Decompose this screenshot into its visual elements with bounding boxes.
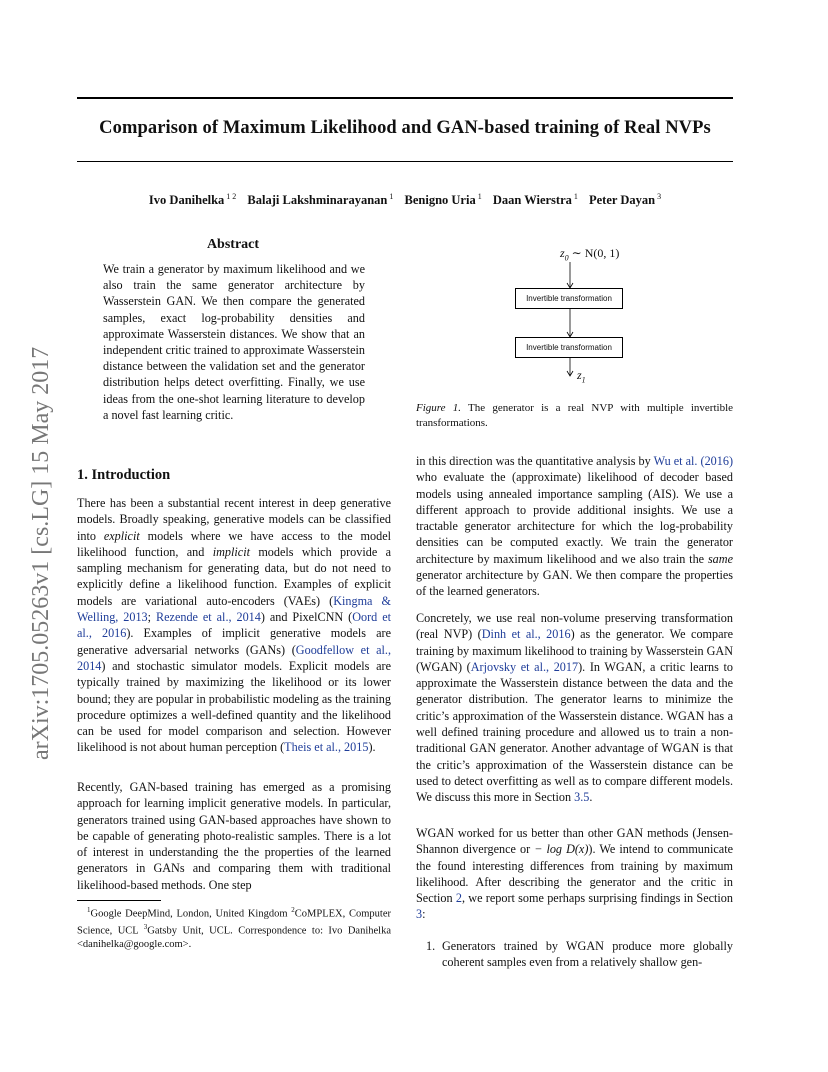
figure-box-transformation-2: Invertible transformation [515, 337, 623, 358]
list-item-number: 1. [426, 939, 436, 953]
citation-link[interactable]: Dinh et al., 2016 [481, 627, 571, 642]
section-heading-introduction: 1. Introduction [77, 467, 171, 483]
author-5: Peter Dayan $^3$ [589, 192, 662, 208]
intro-paragraph-right-1: in this direction was the quantitative analysis by Wu et al. (2016) who evaluate the (approximate) likelihood of decoder based models using annealed importance sampling (AIS). We use a different approach to provide additional insights. We use a tractable generator architecture for which the log-probability densities can be computed exactly. We train the generator architecture by maximum likelihood and we also train the same generator architecture by GAN. We then compare the properties of the learned generators. [416, 454, 734, 599]
list-item [416, 938, 733, 971]
citation-link[interactable]: Wu et al. (2016) [653, 454, 734, 468]
figure-caption: Figure 1. The generator is a real NVP with multiple invertible transformations. [416, 402, 734, 429]
citation-link[interactable]: Arjovsky et al., 2017 [470, 659, 579, 674]
citation-link[interactable]: Kingma & Welling, 2013 [77, 593, 391, 625]
intro-paragraph-right-2: Concretely, we use real non-volume preserving transformation (real NVP) (Dinh et al., 2016) as the generator. We compare training by maximum likelihood to training by Wasserstein GAN (WGAN) (Arjovsky et al., 2017). In WGAN, a critic learns to approximate the Wasserstein distance between the data and the generator distribution. The generator learns to minimize the critic’s approximation of the Wasserstein distance. WGAN has a well defined training procedure and allowed us to train a non-traditional GAN generator. Another advantage of WGAN is that the critic’s approximation of the Wasserstein distance can be used to detect overfitting as well as to compare different models. We discuss this more in Section 3.5. [416, 611, 734, 805]
citation-link[interactable]: Goodfellow et al., 2014 [77, 642, 391, 673]
figure-arrows [560, 258, 580, 378]
figure-latent-z1: $z_1$ [577, 368, 586, 385]
section-ref-link[interactable]: 2 [455, 891, 462, 906]
title-rule-top [77, 97, 733, 99]
paper-title: Comparison of Maximum Likelihood and GAN-based training of Real NVPs [99, 118, 711, 138]
footnote-rule [77, 900, 161, 901]
abstract-heading: Abstract [206, 237, 260, 252]
author-1: Ivo Danihelka $^{1 2}$ [148, 192, 237, 208]
citation-link[interactable]: Oord et al., 2016 [77, 610, 391, 641]
abstract-text: We train a generator by maximum likelihood and we also train the same generator architecture by Wasserstein GAN. We then compare the generated samples, exact log-probability densities and approximate Wasserstein distances. We show that an independent critic trained to approximate Wasserstein distance between the validation set and the generator distribution helps detect overfitting. Finally, we use ideas from the one-shot learning literature to develop a novel fast learning critic. [103, 262, 365, 422]
affiliation-footnote: $^1$Google DeepMind, London, United Kingdom $^2$CoMPLEX, Computer Science, UCL $^3$Gatsby Unit, UCL. Correspondence to: Ivo Danihelka <danihelka@google.com>. [77, 906, 391, 950]
author-2: Balaji Lakshminarayanan $^1$ [247, 192, 394, 208]
intro-paragraph-2: Recently, GAN-based training has emerged as a promising approach for learning implicit generative models. In particular, generators trained using GAN-based approaches have shown to be capable of generating photo-realistic samples. There is a lot of interest in understanding the the properties of the learned generators in GANs and comparing them with traditional likelihood-based methods. One step [77, 780, 391, 892]
figure-box-transformation-1: Invertible transformation [515, 288, 623, 309]
math-expression: − log D(x) [534, 842, 589, 857]
author-list [77, 192, 733, 208]
findings-list [416, 938, 733, 971]
citation-link[interactable]: Theis et al., 2015 [284, 740, 369, 755]
citation-link[interactable]: Rezende et al., 2014 [156, 610, 261, 625]
title-rule-bottom [77, 161, 733, 162]
intro-paragraph-right-3: WGAN worked for us better than other GAN methods (Jensen-Shannon divergence or − log D(x)). We intend to communicate the found interesting differences from training by maximum likelihood. After describing the generator and the critic in Section 2, we report some perhaps surprising findings in Section 3: [416, 826, 733, 922]
section-ref-link[interactable]: 3 [416, 907, 423, 922]
section-ref-link[interactable]: 3.5 [574, 790, 590, 805]
author-3: Benigno Uria $^1$ [404, 192, 482, 208]
intro-paragraph-1: There has been a substantial recent interest in deep generative models. Broadly speaking, generative models can be classified into explicit models where we have access to the model likelihood function, and implicit models which provide a sampling mechanism for generating data, but do not need to explicitly define a likelihood function. Examples of explicit models are variational auto-encoders (VAEs) (Kingma & Welling, 2013; Rezende et al., 2014) and PixelCNN (Oord et al., 2016). Examples of implicit generative models are generative adversarial networks (GANs) (Goodfellow et al., 2014) and stochastic simulator models. Explicit models are typically trained by maximizing the likelihood or its lower bound; they are popular in probabilistic modeling as the training procedure optimizes a well-defined quantity and the likelihood can be used for model comparison and selection. However likelihood is not about human perception (Theis et al., 2015). [77, 496, 391, 755]
figure-latent-z0: $z_0$ ∼ N(0, 1) [560, 246, 620, 263]
list-item-text: Generators trained by WGAN produce more globally coherent samples even from a relatively shallow gen- [442, 939, 733, 970]
arxiv-sidebar-id: arXiv:1705.05263v1 [cs.LG] 15 May 2017 [28, 346, 54, 760]
author-4: Daan Wierstra $^1$ [492, 192, 578, 208]
